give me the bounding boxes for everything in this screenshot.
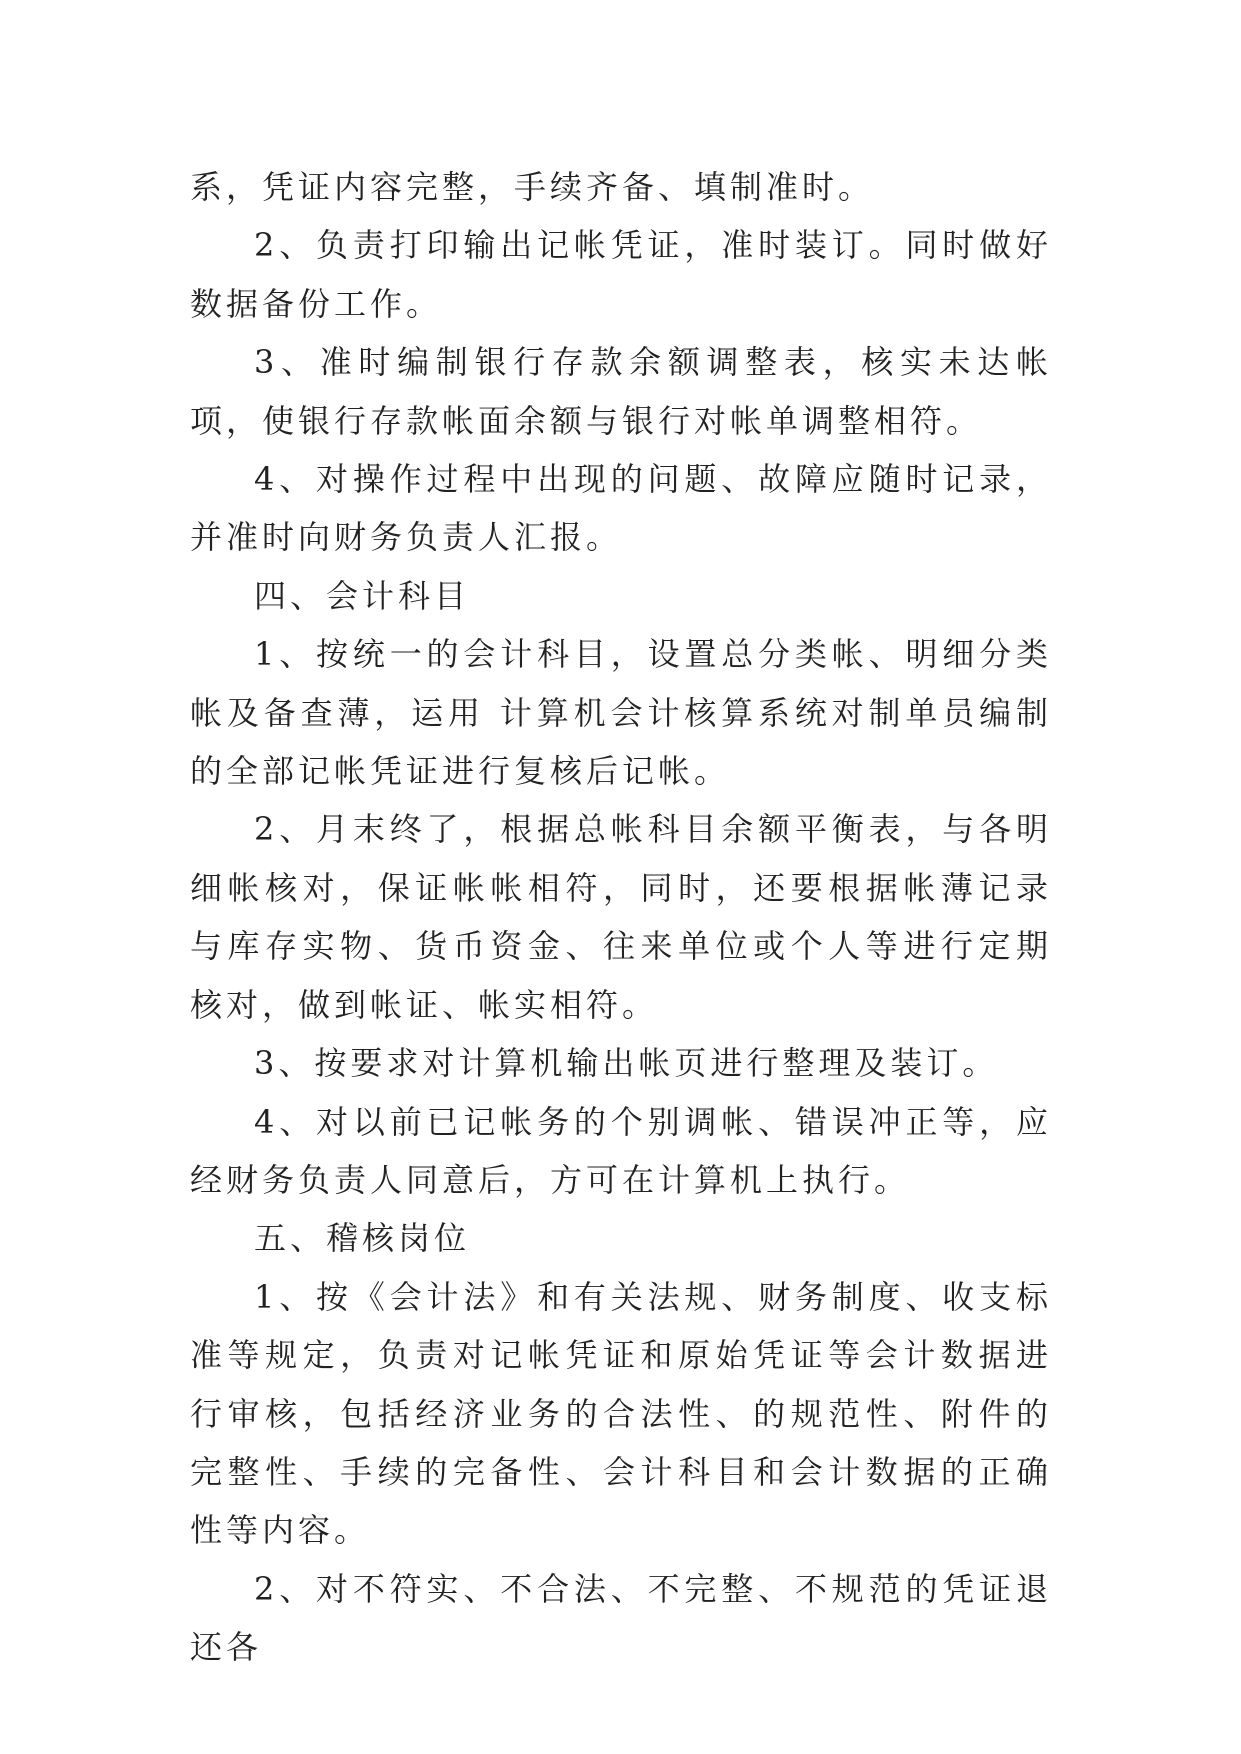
paragraph-item-1-audit: 1、按《会计法》和有关法规、财务制度、收支标准等规定，负责对记帐凭证和原始凭证等会计数据进行审核，包括经济业务的合法性、的规范性、附件的完整性、手续的完备性、会计科目和会计数据的正确性等内容。 [190,1277,1052,1550]
paragraph-item-3-bank-reconciliation: 3、准时编制银行存款余额调整表，核实未达帐项，使银行存款帐面余额与银行对帐单调整相符。 [190,343,1052,440]
paragraph-item-2-backup: 2、负责打印输出记帐凭证，准时装订。同时做好数据备份工作。 [190,226,1052,323]
paragraph-item-1-ledgers: 1、按统一的会计科目，设置总分类帐、明细分类帐及备查薄，运用 计算机会计核算系统对制单员编制的全部记帐凭证进行复核后记帐。 [190,635,1052,791]
section-heading-audit-post: 五、稽核岗位 [254,1219,471,1258]
paragraph-item-4-fault-report: 4、对操作过程中出现的问题、故障应随时记录，并准时向财务负责人汇报。 [190,460,1052,557]
paragraph-item-2-return-vouchers: 2、对不符实、不合法、不完整、不规范的凭证退还各 [190,1569,1052,1667]
paragraph-item-2-month-end: 2、月末终了，根据总帐科目余额平衡表，与各明细帐核对，保证帐帐相符，同时，还要根据帐薄记录与库存实物、货币资金、往来单位或个人等进行定期核对，做到帐证、帐实相符。 [190,810,1052,1024]
body-text [190,158,1052,1677]
paragraph-continued: 系，凭证内容完整，手续齐备、填制准时。 [190,168,875,206]
paragraph-item-4-corrections: 4、对以前已记帐务的个别调帐、错误冲正等，应经财务负责人同意后，方可在计算机上执行。 [190,1102,1052,1199]
section-heading-accounting-subjects: 四、会计科目 [254,576,471,615]
paragraph-item-3-binding: 3、按要求对计算机输出帐页进行整理及装订。 [254,1044,999,1083]
